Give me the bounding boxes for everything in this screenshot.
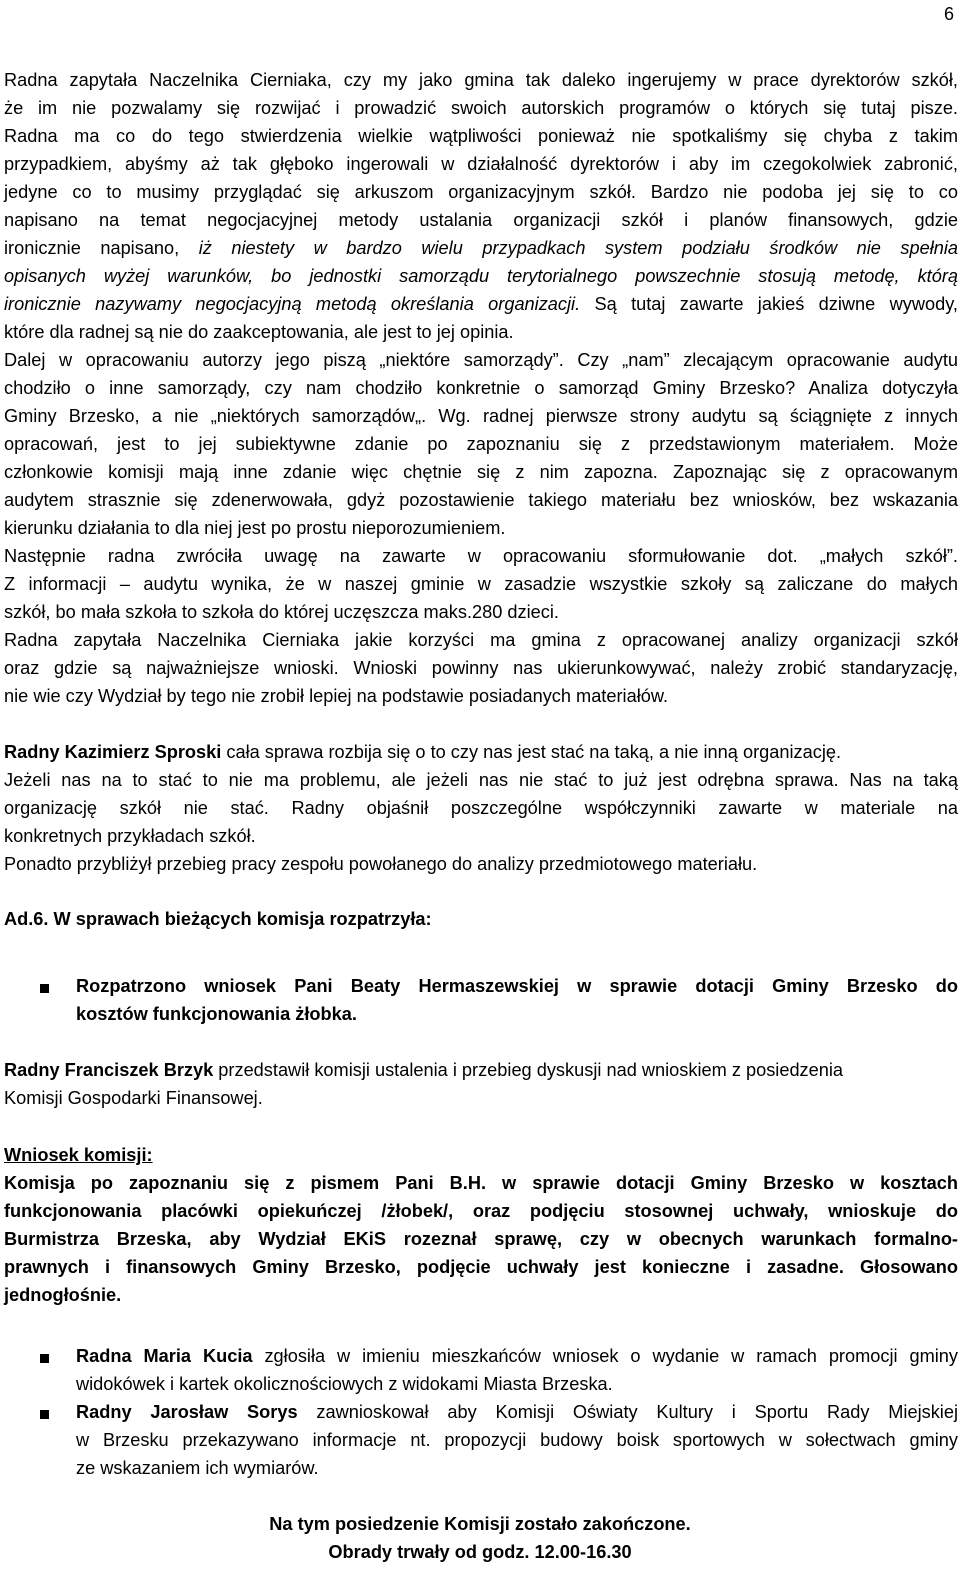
text-line: przypadkiem, abyśmy aż tak głęboko ingerowali w działalność dyrektorów i aby im czegokolwiek zabronić,	[4, 154, 958, 174]
text-line: Z informacji – audytu wynika, że w naszej gminie w zasadzie wszystkie szkoły są zaliczane do małych	[4, 574, 958, 594]
bullet-text-line: Rozpatrzono wniosek Pani Beaty Hermaszewskiej w sprawie dotacji Gminy Brzesko do	[76, 976, 958, 996]
text-line: członkowie komisji mają inne zdanie więc chętnie się z nim zapozna. Zapoznając się z opracowanym	[4, 462, 958, 482]
text-line: Radna ma co do tego stwierdzenia wielkie wątpliwości ponieważ nie spotkaliśmy się chyba z takim	[4, 126, 958, 146]
text-line: audytem strasznie się zdenerwowała, gdyż pozostawienie takiego materiału bez wniosków, bez wskazania	[4, 490, 958, 510]
italic-quote: ironicznie nazywamy negocjacyjną metodą określania organizacji.	[4, 294, 581, 314]
motion-line: Burmistrza Brzeska, aby Wydział EKiS rozeznał sprawę, czy w obecnych warunkach formalno-	[4, 1229, 958, 1249]
text-line: Ponadto przybliżył przebieg pracy zespołu powołanego do analizy przedmiotowego materiału.	[4, 854, 758, 874]
bullet-text-line	[76, 1400, 958, 1424]
text-line: Dalej w opracowaniu autorzy jego piszą „niektóre samorządy”. Czy „nam” zlecającym opracowanie audytu	[4, 350, 958, 370]
speaker-name: Radny Jarosław Sorys	[76, 1402, 298, 1422]
bullet-square-icon	[40, 984, 49, 993]
text-line: opracowań, jest to jej subiektywne zdanie po zapoznaniu się z przedstawionym materiałem. Może	[4, 434, 958, 454]
bullet-text-line: ze wskazaniem ich wymiarów.	[76, 1458, 319, 1478]
text-line	[4, 1058, 843, 1082]
text-line: Komisji Gospodarki Finansowej.	[4, 1088, 263, 1108]
motion-line: funkcjonowania placówki opiekuńczej /żłobek/, oraz podjęciu stosownej uchwały, wnioskuje do	[4, 1201, 958, 1221]
bullet-text-line: w Brzesku przekazywano informacje nt. propozycji budowy boisk sportowych w sołectwach gminy	[76, 1430, 958, 1450]
text-line: nie wie czy Wydział by tego nie zrobił lepiej na podstawie posiadanych materiałów.	[4, 686, 669, 706]
text-line: Jeżeli nas na to stać to nie ma problemu, ale jeżeli nas nie stać to już jest odrębna sprawa. Nas na taką	[4, 770, 958, 790]
section-heading: Ad.6. W sprawach bieżących komisja rozpatrzyła:	[4, 909, 432, 929]
motion-line: prawnych i finansowych Gminy Brzesko, podjęcie uchwały jest konieczne i zasadne. Głosowano	[4, 1257, 958, 1277]
text-span: cała sprawa rozbija się o to czy nas jest stać na taką, a nie inną organizację.	[221, 742, 842, 762]
text-line: Następnie radna zwróciła uwagę na zawarte w opracowaniu sformułowanie dot. „małych szkół”.	[4, 546, 958, 566]
text-span: Bardzo nie podoba jej się to co	[635, 182, 958, 202]
text-line: szkół, bo mała szkoła to szkoła do której uczęszcza maks.280 dzieci.	[4, 602, 559, 622]
motion-line: jednogłośnie.	[4, 1285, 122, 1305]
speaker-name: Radna Maria Kucia	[76, 1346, 253, 1366]
text-line: Radna zapytała Naczelnika Cierniaka, czy my jako gmina tak daleko ingerujemy w prace dyrektorów szkół,	[4, 70, 958, 90]
bullet-square-icon	[40, 1410, 49, 1419]
bullet-text-line: kosztów funkcjonowania żłobka.	[76, 1004, 357, 1024]
text-line: konkretnych przykładach szkół.	[4, 826, 256, 846]
closing-line: Obrady trwały od godz. 12.00-16.30	[328, 1542, 632, 1562]
text-span: przedstawił komisji ustalenia i przebieg dyskusji nad wnioskiem z posiedzenia	[213, 1060, 844, 1080]
text-line: które dla radnej są nie do zaakceptowania, ale jest to jej opinia.	[4, 322, 514, 342]
text-span: ironicznie napisano,	[4, 238, 199, 258]
text-line: że im nie pozwalamy się rozwijać i prowadzić swoich autorskich programów o których się tutaj pisze.	[4, 98, 958, 118]
text-line: chodziło o inne samorządy, czy nam chodziło konkretnie o samorząd Gminy Brzesko? Analiza dotyczyła	[4, 378, 958, 398]
motion-line: Komisja po zapoznaniu się z pismem Pani B.H. w sprawie dotacji Gminy Brzesko w kosztach	[4, 1173, 958, 1193]
text-line: organizację szkół nie stać. Radny objaśnił poszczególne współczynniki zawarte w materiale na	[4, 798, 958, 818]
bullet-text-line	[76, 1344, 958, 1368]
text-line	[4, 292, 958, 316]
italic-quote-line: opisanych wyżej warunków, bo jednostki samorządu terytorialnego powszechnie stosują metodę, którą	[4, 266, 958, 286]
text-span: jedyne co to musimy przyglądać się arkuszom organizacyjnym szkół.	[4, 182, 636, 202]
text-line: kierunku działania to dla niej jest po prostu nieporozumieniem.	[4, 518, 506, 538]
text-span: zgłosiła w imieniu mieszkańców wniosek o wydanie w ramach promocji gminy	[252, 1346, 958, 1366]
text-line: napisano na temat negocjacyjnej metody ustalania organizacji szkół i planów finansowych, gdzie	[4, 210, 958, 230]
text-span: Są tutaj zawarte jakieś dziwne wywody,	[580, 294, 958, 314]
text-span: zawnioskował aby Komisji Oświaty Kultury i Sportu Rady Miejskiej	[297, 1402, 958, 1422]
bullet-text-line: widokówek i kartek okolicznościowych z widokami Miasta Brzeska.	[76, 1374, 613, 1394]
speaker-name: Radny Franciszek Brzyk	[4, 1060, 214, 1080]
text-line	[4, 236, 958, 260]
text-line: Radna zapytała Naczelnika Cierniaka jakie korzyści ma gmina z opracowanej analizy organizacji szkół	[4, 630, 958, 650]
bullet-square-icon	[40, 1354, 49, 1363]
page-number: 6	[943, 4, 954, 24]
motion-heading: Wniosek komisji:	[4, 1145, 153, 1165]
italic-quote: iż niestety w bardzo wielu przypadkach system podziału środków nie spełnia	[198, 238, 959, 258]
text-line	[4, 740, 841, 764]
text-line: oraz gdzie są najważniejsze wnioski. Wnioski powinny nas ukierunkowywać, należy zrobić standaryzację,	[4, 658, 958, 678]
speaker-name: Radny Kazimierz Sproski	[4, 742, 222, 762]
text-line	[4, 180, 958, 204]
text-line: Gminy Brzesko, a nie „niektórych samorządów„. Wg. radnej pierwsze strony audytu są ściągnięte z innych	[4, 406, 958, 426]
closing-line: Na tym posiedzenie Komisji zostało zakończone.	[269, 1514, 691, 1534]
